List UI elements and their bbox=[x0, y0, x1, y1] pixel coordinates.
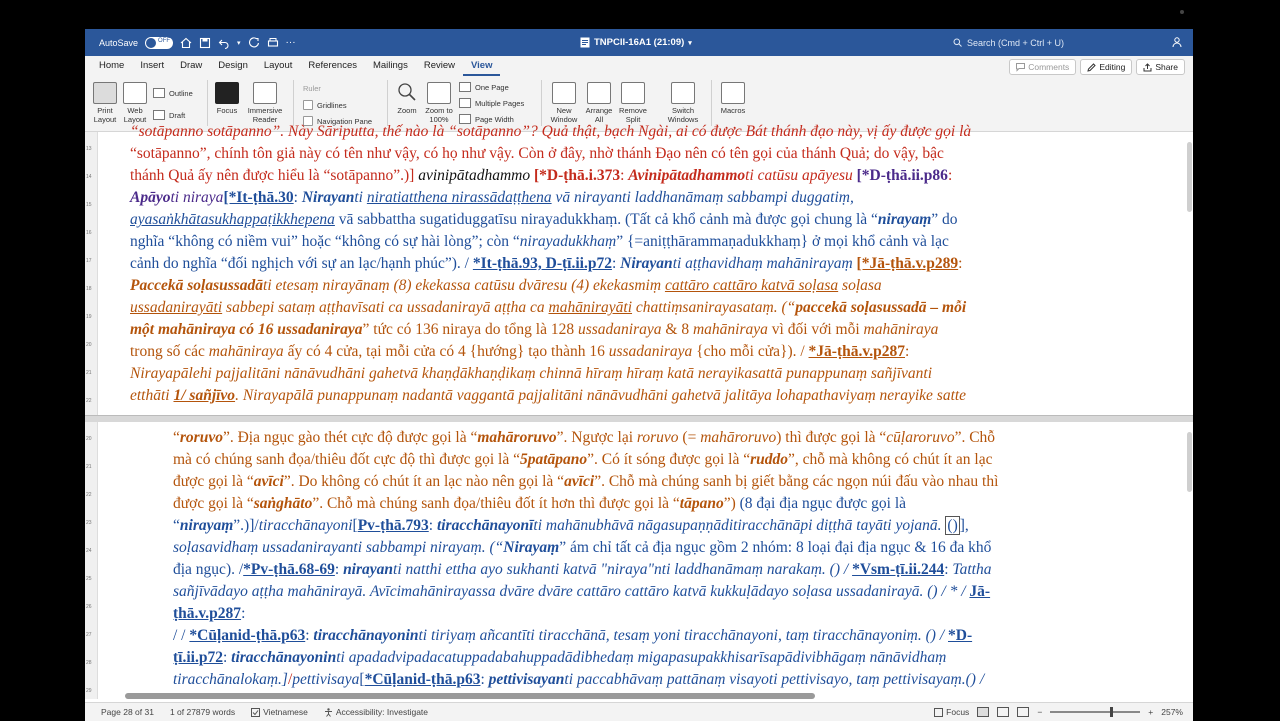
text-run: “sotāpanno”, chính tôn giả này có tên như vậy, có họ như vậy. Còn ở đây, nhờ thánh Đạo nên có tên gọi của thánh Quả; do vậy, bậc bbox=[130, 145, 944, 162]
more-icon[interactable]: ··· bbox=[285, 37, 296, 48]
text-run: ti aṭṭhavidhaṃ mahānirayaṃ bbox=[672, 255, 857, 272]
text-run: vā nirayanti laddhanāmaṃ sabbampi duggatiṃ, bbox=[551, 189, 854, 206]
text-line[interactable] bbox=[130, 143, 971, 165]
text-run: : bbox=[480, 671, 489, 688]
multiple-pages-icon bbox=[459, 98, 471, 108]
ruler-tick: 20 bbox=[86, 436, 92, 442]
text-line[interactable] bbox=[173, 625, 998, 647]
text-run: ruddo bbox=[750, 451, 789, 468]
text-run: avinipātadhammo bbox=[414, 167, 534, 184]
text-run: [*D-ṭhā.i.373 bbox=[534, 167, 621, 184]
text-run: {cho mỗi cửa}). / bbox=[692, 343, 809, 360]
text-run: ussadaniraya bbox=[608, 343, 693, 360]
text-run: mahāroruvo bbox=[700, 429, 777, 446]
text-run: tiracchānayonī bbox=[436, 517, 534, 534]
text-run: thánh Quả ấy nên được hiểu là “sotāpanno”.)] bbox=[130, 167, 415, 184]
editing-mode-button[interactable]: Editing bbox=[1080, 59, 1132, 75]
comment-icon bbox=[1016, 63, 1025, 71]
text-run[interactable]: mahānirayāti bbox=[548, 299, 633, 316]
accessibility-icon bbox=[324, 708, 333, 717]
text-run[interactable]: ayasaṅkhātasukhappaṭikkhepena bbox=[130, 211, 335, 228]
text-line[interactable] bbox=[130, 231, 971, 253]
home-icon[interactable] bbox=[180, 37, 192, 49]
text-run: . Nirayapālā punappunaṃ nadantā vaggantā pajjalitāni nānāvudhāni gahetvā jalitāya lohapathaviyaṃ nerayike satte bbox=[235, 387, 967, 404]
document-text-top[interactable] bbox=[130, 121, 971, 407]
comments-button[interactable]: Comments bbox=[1009, 59, 1076, 75]
horizontal-scrollbar[interactable] bbox=[125, 693, 815, 699]
text-run: saṅghāto bbox=[253, 495, 313, 512]
web-layout-icon bbox=[123, 82, 147, 104]
outline-button[interactable]: Outline bbox=[153, 88, 193, 98]
language-indicator[interactable]: Vietnamese bbox=[251, 707, 308, 717]
text-run: ”, chỗ mà không có chút ít an lạc bbox=[788, 451, 993, 468]
text-run: ti tiriyaṃ añcantīti tiracchānā, tesaṃ yoni tiracchānayoni, taṃ tiracchānayoniṃ. () / bbox=[418, 627, 948, 644]
zoom-watermark: zoom bbox=[1110, 645, 1190, 683]
text-run: ”. Do không có chút ít an lạc nào nên gọi là “ bbox=[283, 473, 565, 490]
search-box[interactable]: Search (Cmd + Ctrl + U) bbox=[953, 35, 1163, 50]
text-run[interactable]: [*It-ṭhā.30 bbox=[223, 189, 294, 206]
title-bar bbox=[85, 29, 1193, 56]
text-line[interactable] bbox=[130, 187, 971, 209]
text-run: : bbox=[905, 343, 910, 360]
text-run[interactable]: ṭhā.v.p287 bbox=[173, 605, 242, 622]
word-doc-icon bbox=[580, 37, 590, 48]
print-layout-button[interactable]: Print Layout bbox=[91, 82, 119, 124]
text-run: ”.)]/ bbox=[233, 517, 259, 534]
text-line[interactable] bbox=[173, 449, 998, 471]
text-run[interactable]: ussadanirayāti bbox=[130, 299, 223, 316]
ruler-tick: 25 bbox=[86, 576, 92, 582]
tab-insert[interactable]: Insert bbox=[140, 60, 165, 71]
text-run: nirayaṃ bbox=[877, 211, 932, 228]
text-run: ”. Chỗ mà chúng sanh đọa/thiêu đốt ít hơn thì được gọi là “ bbox=[312, 495, 680, 512]
switch-windows-button[interactable]: Switch Windows bbox=[663, 82, 703, 124]
text-line[interactable] bbox=[173, 581, 998, 603]
text-run: nirayan bbox=[343, 561, 394, 578]
camera-dot bbox=[1180, 10, 1184, 14]
text-run: Tattha bbox=[952, 561, 992, 578]
pencil-icon bbox=[1087, 63, 1096, 72]
text-run: một mahāniraya có 16 ussadaniraya bbox=[130, 321, 363, 338]
ruler-tick: 27 bbox=[86, 632, 92, 638]
text-line[interactable] bbox=[173, 471, 998, 493]
share-button[interactable]: Share bbox=[1136, 59, 1185, 75]
print-layout-view-icon[interactable] bbox=[977, 707, 989, 717]
text-run: ” ám chỉ tất cả địa ngục gồm 2 nhóm: 8 loại đại địa ngục & 16 đa khổ bbox=[559, 539, 992, 556]
text-run: : bbox=[293, 189, 302, 206]
text-run: [ bbox=[359, 671, 365, 688]
text-run: pettivisayan bbox=[488, 671, 565, 688]
outline-icon bbox=[153, 88, 165, 98]
text-run: ”) bbox=[723, 495, 736, 512]
text-run: mahāniraya bbox=[692, 321, 768, 338]
tab-layout[interactable]: Layout bbox=[263, 60, 293, 71]
text-run: ussadaniraya bbox=[577, 321, 662, 338]
text-run: roruvo bbox=[179, 429, 223, 446]
print-layout-icon bbox=[93, 82, 117, 104]
text-run: “sotāpanno sotāpanno”. Này Sāriputta, thế nào là “sotāpanno”? Quả thật, bạch Ngài, ai có được Bát thánh đạo này, vị ấy được gọi là bbox=[130, 123, 972, 140]
text-line[interactable] bbox=[173, 669, 998, 691]
text-run[interactable]: *Vsm-ṭī.ii.244 bbox=[852, 561, 945, 578]
text-run: tiracchānalokaṃ.] bbox=[173, 671, 288, 688]
switch-windows-icon bbox=[671, 82, 695, 104]
zoom-100-button[interactable]: Zoom to 100% bbox=[423, 82, 455, 124]
document-pane-top[interactable] bbox=[85, 123, 1193, 415]
text-run: / / bbox=[173, 627, 190, 644]
document-text-bottom[interactable] bbox=[173, 427, 998, 691]
ruler-tick: 17 bbox=[86, 258, 92, 264]
text-line[interactable] bbox=[173, 559, 998, 581]
ruler-tick: 22 bbox=[86, 398, 92, 404]
text-run: ” do bbox=[931, 211, 958, 228]
text-run: etthāti bbox=[130, 387, 174, 404]
text-run: Avinipātadhammo bbox=[628, 167, 746, 184]
text-run: ấy có 4 cửa, tại mỗi cửa có 4 {hướng} tạo thành 16 bbox=[283, 343, 609, 360]
text-run: mà có chúng sanh đọa/thiêu đốt cực độ thì được gọi là “ bbox=[173, 451, 520, 468]
text-run: mahāroruvo bbox=[477, 429, 557, 446]
text-run: sabbepi sataṃ aṭṭhavīsati ca ussadanirayā aṭṭha ca bbox=[222, 299, 549, 316]
text-run: ”. Có ít sóng được gọi là “ bbox=[587, 451, 751, 468]
ruler-tick: 18 bbox=[86, 286, 92, 292]
text-run: được gọi là “ bbox=[173, 473, 254, 490]
text-run[interactable]: *Pv-ṭhā.68-69 bbox=[243, 561, 335, 578]
chevron-down-icon: ▾ bbox=[688, 39, 692, 47]
proofing-icon bbox=[251, 708, 260, 717]
text-line[interactable] bbox=[130, 319, 971, 341]
text-run: : bbox=[947, 167, 953, 184]
text-run: địa ngục). / bbox=[173, 561, 244, 578]
new-window-icon bbox=[552, 82, 576, 104]
zoom-level[interactable]: 257% bbox=[1161, 707, 1183, 717]
text-run[interactable]: Jā- bbox=[969, 583, 991, 600]
read-mode-icon[interactable] bbox=[997, 707, 1009, 717]
ruler-tick: 29 bbox=[86, 688, 92, 694]
macros-button[interactable]: Macros bbox=[717, 82, 749, 115]
text-run: tiracchānayonin bbox=[313, 627, 419, 644]
tab-review[interactable]: Review bbox=[423, 60, 455, 71]
text-line[interactable] bbox=[130, 209, 971, 231]
autosave-toggle[interactable]: OFF bbox=[145, 37, 173, 49]
text-run: trong số các bbox=[130, 343, 209, 360]
zoom-button[interactable]: Zoom bbox=[393, 82, 421, 115]
text-run: / bbox=[287, 671, 293, 688]
magnifier-icon bbox=[396, 82, 418, 102]
ruler-tick: 23 bbox=[86, 520, 92, 526]
undo-icon[interactable] bbox=[218, 37, 230, 49]
text-run: : bbox=[241, 605, 246, 622]
text-run: ti paccabhāvaṃ pattānaṃ visayoti pettivisayo, taṃ pettivisayaṃ.() / bbox=[564, 671, 985, 688]
text-run[interactable]: ti niraya bbox=[170, 189, 224, 206]
multiple-pages-button[interactable]: Multiple Pages bbox=[459, 98, 524, 108]
tab-draw[interactable]: Draw bbox=[180, 60, 203, 71]
tab-home[interactable]: Home bbox=[99, 60, 125, 71]
text-line[interactable] bbox=[130, 275, 971, 297]
ruler-tick: 21 bbox=[86, 464, 92, 470]
text-run: : bbox=[305, 627, 314, 644]
text-run: Paccekā soḷasussadā bbox=[130, 277, 264, 294]
ruler-tick: 22 bbox=[86, 492, 92, 498]
text-run: tiracchānayoni bbox=[258, 517, 353, 534]
text-run: ti mahānubhāvā nāgasupaṇṇāditiracchānāpi diṭṭhā tayāti yojanā. bbox=[533, 517, 946, 534]
tab-view[interactable]: View bbox=[463, 56, 500, 76]
undo-dropdown-icon[interactable]: ▾ bbox=[237, 39, 241, 47]
text-run: soḷasa bbox=[838, 277, 882, 294]
arrange-all-button[interactable]: Arrange All bbox=[583, 82, 615, 124]
text-run[interactable]: *Jā-ṭhā.v.p287 bbox=[808, 343, 905, 360]
zoom-100-icon bbox=[427, 82, 451, 104]
text-run: soḷasavidhaṃ ussadanirayanti sabbampi nirayaṃ. (“ bbox=[173, 539, 504, 556]
text-run: & 8 bbox=[661, 321, 693, 338]
ruler-tick: 13 bbox=[86, 146, 92, 152]
zoom-in-button[interactable]: + bbox=[1148, 707, 1154, 717]
remove-split-button[interactable]: Remove Split bbox=[617, 82, 649, 124]
navigation-pane-checkbox[interactable]: Navigation Pane bbox=[303, 116, 372, 126]
text-run[interactable]: cattāro cattāro katvā soḷasa bbox=[664, 277, 839, 294]
focus-icon bbox=[934, 708, 943, 717]
ruler-checkbox[interactable]: Ruler bbox=[303, 84, 321, 93]
focus-mode-button[interactable]: Focus bbox=[213, 82, 241, 115]
text-line[interactable] bbox=[130, 165, 971, 187]
text-run: : bbox=[334, 561, 344, 578]
redo-icon[interactable] bbox=[248, 37, 260, 49]
text-run[interactable]: *Cūḷanid-ṭhā.p63 bbox=[364, 671, 481, 688]
text-run: “ bbox=[173, 517, 180, 534]
draft-icon bbox=[153, 110, 165, 120]
zoom-slider[interactable] bbox=[1050, 711, 1140, 713]
text-run: cūḷaroruvo bbox=[886, 429, 955, 446]
tab-design[interactable]: Design bbox=[218, 60, 248, 71]
accessibility-checker[interactable]: Accessibility: Investigate bbox=[324, 707, 428, 717]
text-run: ” {=aniṭṭhārammaṇadukkhaṃ} ở mọi khổ cảnh và lạc bbox=[616, 233, 949, 250]
text-line[interactable] bbox=[130, 297, 971, 319]
text-run: (8 đại địa ngục được gọi là bbox=[735, 495, 907, 512]
text-run: ti bbox=[354, 189, 367, 206]
text-run: Nirayan bbox=[620, 255, 673, 272]
text-run: : bbox=[944, 561, 953, 578]
remove-split-icon bbox=[621, 82, 645, 104]
checkbox-icon bbox=[303, 100, 313, 110]
text-run: : bbox=[620, 167, 629, 184]
page-width-button[interactable]: Page Width bbox=[459, 114, 514, 124]
ribbon-tabs bbox=[85, 56, 1193, 76]
text-run: ”. Chỗ bbox=[954, 429, 996, 446]
text-run: ” tức có 136 niraya do tổng là 128 bbox=[362, 321, 578, 338]
text-run: vì đối với mỗi bbox=[767, 321, 864, 338]
text-line[interactable] bbox=[130, 363, 971, 385]
text-run[interactable]: niratiatthena nirassādaṭṭhena bbox=[366, 189, 552, 206]
text-run[interactable]: [*D-ṭhā.ii.p86 bbox=[856, 167, 948, 184]
text-run[interactable]: *D- bbox=[948, 627, 973, 644]
arrange-all-icon bbox=[587, 82, 611, 104]
text-run: : bbox=[611, 255, 621, 272]
text-run: () bbox=[947, 517, 958, 534]
ruler-tick: 24 bbox=[86, 548, 92, 554]
document-area bbox=[85, 123, 1193, 699]
text-run: sañjīvādayo aṭṭha mahānirayā. Avīcimahānirayassa dvāre dvāre cattāro cattāro katvā kukkuḷādayo soḷasa ussadanirayā. () / * / bbox=[173, 583, 970, 600]
text-run: roruvo bbox=[636, 429, 679, 446]
ruler-tick: 16 bbox=[86, 230, 92, 236]
text-run[interactable]: Pv-ṭhā.793 bbox=[357, 517, 429, 534]
text-run: chattiṃsanirayasataṃ. (“ bbox=[632, 299, 796, 316]
text-run: avīci bbox=[253, 473, 284, 490]
text-run: : bbox=[222, 649, 232, 666]
one-page-button[interactable]: One Page bbox=[459, 82, 509, 92]
text-run[interactable]: ṭī.ii.p72 bbox=[173, 649, 223, 666]
text-run: ti apadadvipadacatuppadabahuppadādibhedaṃ migapasupakkhisarīsapādivibhāgaṃ nānāvidhaṃ bbox=[336, 649, 947, 666]
one-page-icon bbox=[459, 82, 471, 92]
text-run: tiracchānayonin bbox=[231, 649, 337, 666]
focus-icon bbox=[215, 82, 239, 104]
immersive-reader-button[interactable]: Immersive Reader bbox=[243, 82, 287, 124]
page-count[interactable]: Page 28 of 31 bbox=[101, 707, 154, 717]
new-window-button[interactable]: New Window bbox=[547, 82, 581, 124]
vertical-scrollbar-bottom[interactable] bbox=[1187, 432, 1192, 492]
ruler-tick: 26 bbox=[86, 604, 92, 610]
text-run: ti catūsu apāyesu bbox=[745, 167, 857, 184]
draft-button[interactable]: Draft bbox=[153, 110, 185, 120]
search-icon bbox=[953, 38, 962, 47]
text-run: ti etesaṃ nirayānaṃ (8) ekekassa catūsu dvāresu (4) ekekasmiṃ bbox=[263, 277, 665, 294]
focus-status-button[interactable]: Focus bbox=[934, 707, 969, 717]
text-run: Nirayan bbox=[301, 189, 355, 206]
text-line[interactable] bbox=[130, 385, 971, 407]
tab-references[interactable]: References bbox=[308, 60, 357, 71]
word-window bbox=[85, 29, 1193, 720]
zoom-out-button[interactable]: − bbox=[1037, 707, 1043, 717]
word-count[interactable]: 1 of 27879 words bbox=[169, 707, 236, 717]
ruler-tick: 19 bbox=[86, 314, 92, 320]
macros-icon bbox=[721, 82, 745, 104]
text-run: avīci bbox=[564, 473, 595, 490]
text-line[interactable] bbox=[173, 515, 998, 537]
text-run: 5patāpano bbox=[519, 451, 588, 468]
text-run[interactable]: 1/ sañjīvo bbox=[173, 387, 236, 404]
text-run: ”. Ngược lại bbox=[556, 429, 637, 446]
save-icon[interactable] bbox=[199, 37, 211, 49]
ruler-tick: 21 bbox=[86, 370, 92, 376]
web-layout-view-icon[interactable] bbox=[1017, 707, 1029, 717]
text-run: Nirayapālehi pajjalitāni nānāvudhāni gahetvā khaṇḍākhaṇḍikaṃ chinnā hīraṃ hīraṃ katā nerayikasattā punappunaṃ sañjīvanti bbox=[130, 365, 933, 382]
text-line[interactable] bbox=[130, 253, 971, 275]
immersive-reader-icon bbox=[253, 82, 277, 104]
text-run: nghĩa “không có niềm vui” hoặc “không có sự hài lòng”; còn “ bbox=[130, 233, 520, 250]
text-run: được gọi là “ bbox=[173, 495, 254, 512]
text-run: ti natthi ettha ayo sukhanti katvā "niraya"nti laddhanāmaṃ narakaṃ. () / bbox=[393, 561, 853, 578]
vertical-ruler bbox=[85, 422, 98, 699]
document-pane-bottom[interactable] bbox=[85, 422, 1193, 699]
text-run: mahāniraya bbox=[208, 343, 284, 360]
text-run: tāpano bbox=[679, 495, 724, 512]
text-run: “ bbox=[173, 429, 180, 446]
web-layout-button[interactable]: Web Layout bbox=[121, 82, 149, 124]
text-run: ) thì được gọi là “ bbox=[776, 429, 887, 446]
status-bar bbox=[85, 702, 1193, 721]
ruler-tick: 20 bbox=[86, 342, 92, 348]
text-run: nirayadukkhaṃ bbox=[519, 233, 617, 250]
text-run: pettivisaya bbox=[292, 671, 360, 688]
gridlines-checkbox[interactable]: Gridlines bbox=[303, 100, 347, 110]
text-run[interactable]: *Cūḷanid-ṭhā.p63 bbox=[189, 627, 306, 644]
text-run: nirayaṃ bbox=[179, 517, 234, 534]
text-line[interactable] bbox=[130, 121, 971, 143]
text-run: ], bbox=[959, 517, 969, 534]
text-run: vā sabbattha sugatiduggatīsu nirayadukkhaṃ. (Tất cả khổ cảnh mà được gọi chung là “ bbox=[334, 211, 878, 228]
text-line[interactable] bbox=[173, 603, 998, 625]
text-run: ”. Chỗ mà chúng sanh bị giết bằng các ngọn núi đấu vào nhau thì bbox=[594, 473, 999, 490]
text-run: ”. Địa ngục gào thét cực độ được gọi là “ bbox=[222, 429, 478, 446]
text-run: paccekā soḷasussadā – mỗi bbox=[795, 299, 967, 316]
text-line[interactable] bbox=[173, 537, 998, 559]
tab-mailings[interactable]: Mailings bbox=[372, 60, 408, 71]
text-run: mahāniraya bbox=[863, 321, 939, 338]
text-run[interactable]: [*Jā-ṭhā.v.p289 bbox=[856, 255, 959, 272]
document-title[interactable]: TNPCII-16A1 (21:09) ▾ bbox=[580, 29, 692, 56]
ruler-tick: 28 bbox=[86, 660, 92, 666]
text-line[interactable] bbox=[173, 427, 998, 449]
text-run: Nirayaṃ bbox=[503, 539, 560, 556]
text-line[interactable] bbox=[130, 341, 971, 363]
text-line[interactable] bbox=[173, 647, 998, 669]
share-people-icon[interactable] bbox=[1171, 36, 1183, 48]
text-run[interactable]: Apāyo bbox=[130, 189, 171, 206]
text-run: [ bbox=[352, 517, 358, 534]
text-run: (= bbox=[678, 429, 701, 446]
text-run: cảnh do nghĩa “đối nghịch với sự an lạc/hạnh phúc”). / bbox=[130, 255, 473, 272]
text-run[interactable]: *It-ṭhā.93, D-ṭī.ii.p72 bbox=[472, 255, 612, 272]
text-run: : bbox=[428, 517, 437, 534]
text-run: : bbox=[958, 255, 963, 272]
text-line[interactable] bbox=[173, 493, 998, 515]
vertical-scrollbar-top[interactable] bbox=[1187, 142, 1192, 212]
ruler-tick: 14 bbox=[86, 174, 92, 180]
print-icon[interactable] bbox=[267, 37, 279, 49]
ruler-tick: 15 bbox=[86, 202, 92, 208]
share-icon bbox=[1143, 63, 1152, 72]
vertical-ruler bbox=[85, 132, 98, 415]
autosave-label: AutoSave bbox=[99, 37, 139, 48]
